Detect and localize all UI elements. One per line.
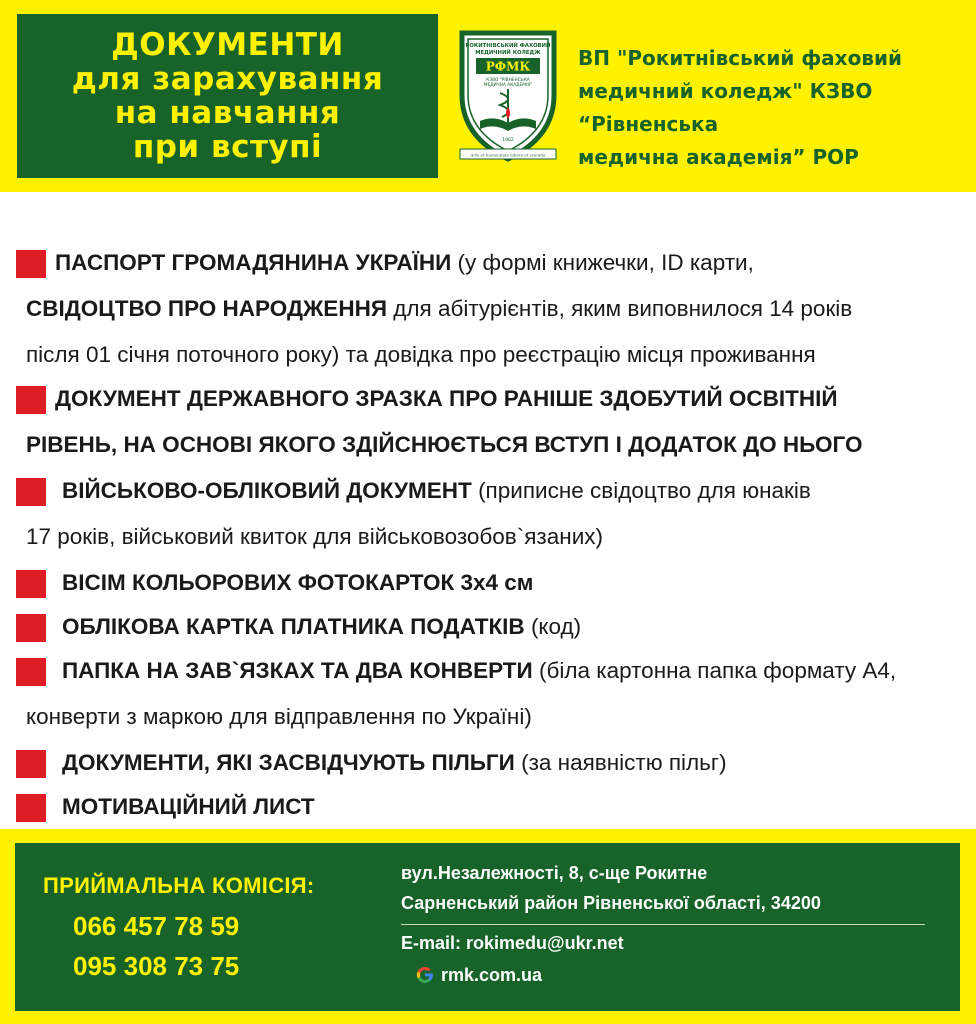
list-item bbox=[62, 750, 727, 776]
item-bold: ВІСІМ КОЛЬОРОВИХ ФОТОКАРТОК 3х4 см bbox=[62, 570, 534, 595]
college-name bbox=[578, 42, 968, 174]
bullet-square bbox=[16, 614, 46, 642]
bullet-square bbox=[16, 386, 46, 414]
item-bold: РІВЕНЬ, НА ОСНОВІ ЯКОГО ЗДІЙСНЮЄТЬСЯ ВСТУП І ДОДАТОК ДО НЬОГО bbox=[26, 432, 863, 457]
item-text: (у формі книжечки, ID карти, bbox=[451, 250, 754, 275]
logo-top-text-2: МЕДИЧНИЙ КОЛЕДЖ bbox=[475, 50, 541, 56]
address-line-2: Сарненський район Рівненської області, 34200 bbox=[401, 893, 821, 913]
bullet-square bbox=[16, 478, 46, 506]
logo-motto: Arte et humanitate labore et scientia bbox=[470, 152, 546, 158]
admissions-title: ПРИЙМАЛЬНА КОМІСІЯ: bbox=[43, 873, 315, 898]
item-text: для абітурієнтів, яким виповнилося 14 років bbox=[387, 296, 853, 321]
list-item bbox=[26, 296, 852, 322]
item-text: конверти з маркою для відправлення по Україні) bbox=[26, 704, 532, 729]
bullet-square bbox=[16, 658, 46, 686]
logo-year: 1962 bbox=[502, 138, 514, 143]
item-text: після 01 січня поточного року) та довідка про реєстрацію місця проживання bbox=[26, 342, 816, 367]
phone-1[interactable]: 066 457 78 59 bbox=[73, 911, 240, 941]
list-item bbox=[62, 570, 533, 596]
item-bold: МОТИВАЦІЙНИЙ ЛИСТ bbox=[62, 794, 315, 819]
address-line-1: вул.Незалежності, 8, с-ще Рокитне bbox=[401, 863, 708, 883]
item-bold: ВІЙСЬКОВО-ОБЛІКОВИЙ ДОКУМЕНТ bbox=[62, 478, 472, 503]
bullet-square bbox=[16, 250, 46, 278]
phone-2[interactable]: 095 308 73 75 bbox=[73, 951, 240, 981]
list-item bbox=[26, 432, 863, 458]
item-bold: ПАПКА НА ЗАВ`ЯЗКАХ ТА ДВА КОНВЕРТИ bbox=[62, 658, 533, 683]
item-text: (біла картонна папка формату А4, bbox=[532, 658, 897, 683]
item-bold: ПАСПОРТ ГРОМАДЯНИНА УКРАЇНИ bbox=[55, 250, 452, 275]
footer-divider bbox=[401, 924, 925, 925]
list-item bbox=[62, 658, 896, 684]
list-item bbox=[62, 794, 315, 820]
item-text: (код) bbox=[524, 614, 582, 639]
list-item bbox=[26, 342, 816, 368]
college-line-2: медичний коледж" КЗВО “Рівненська bbox=[578, 79, 873, 136]
item-bold: ОБЛІКОВА КАРТКА ПЛАТНИКА ПОДАТКІВ bbox=[62, 614, 525, 639]
list-item bbox=[26, 704, 532, 730]
item-bold: ДОКУМЕНТИ, ЯКІ ЗАСВІДЧУЮТЬ ПІЛЬГИ bbox=[62, 750, 515, 775]
list-item bbox=[62, 478, 811, 504]
item-bold: ДОКУМЕНТ ДЕРЖАВНОГО ЗРАЗКА ПРО РАНІШЕ ЗДОБУТИЙ ОСВІТНІЙ bbox=[55, 386, 838, 411]
list-item bbox=[55, 386, 838, 412]
item-text: (за наявністю пільг) bbox=[514, 750, 727, 775]
logo-top-text: РОКИТНІВСЬКИЙ ФАХОВИЙ bbox=[465, 43, 551, 49]
footer-box bbox=[15, 843, 960, 1011]
logo-sub-text: КЗВО "РІВНЕНСЬКА bbox=[486, 78, 530, 83]
list-item bbox=[26, 524, 603, 550]
bullet-square bbox=[16, 570, 46, 598]
list-item bbox=[62, 614, 581, 640]
item-text: (приписне свідоцтво для юнаків bbox=[471, 478, 811, 503]
list-item bbox=[55, 250, 754, 276]
logo-abbr: РФМК bbox=[485, 59, 531, 74]
title-box bbox=[17, 14, 438, 178]
college-line-3: медична академія” РОР bbox=[578, 145, 859, 169]
college-line-1: ВП "Рокитнівський фаховий bbox=[578, 46, 903, 70]
title-line-3: на навчання bbox=[114, 95, 341, 131]
college-logo bbox=[456, 25, 560, 167]
email-link[interactable]: E-mail: rokimedu@ukr.net bbox=[401, 933, 624, 953]
header-band bbox=[0, 0, 976, 192]
bullet-square bbox=[16, 794, 46, 822]
item-text: 17 років, військовий квиток для військовозобов`язаних) bbox=[26, 524, 604, 549]
title-line-2: для зарахування bbox=[71, 61, 384, 97]
title-line-1: ДОКУМЕНТИ bbox=[111, 27, 344, 63]
google-g-icon bbox=[415, 965, 435, 985]
item-bold: СВІДОЦТВО ПРО НАРОДЖЕННЯ bbox=[26, 296, 387, 321]
bullet-square bbox=[16, 750, 46, 778]
title-line-4: при вступі bbox=[132, 129, 323, 165]
logo-sub-text-2: МЕДИЧНА АКАДЕМІЯ" bbox=[483, 83, 533, 88]
site-link[interactable]: rmk.com.ua bbox=[441, 965, 543, 985]
